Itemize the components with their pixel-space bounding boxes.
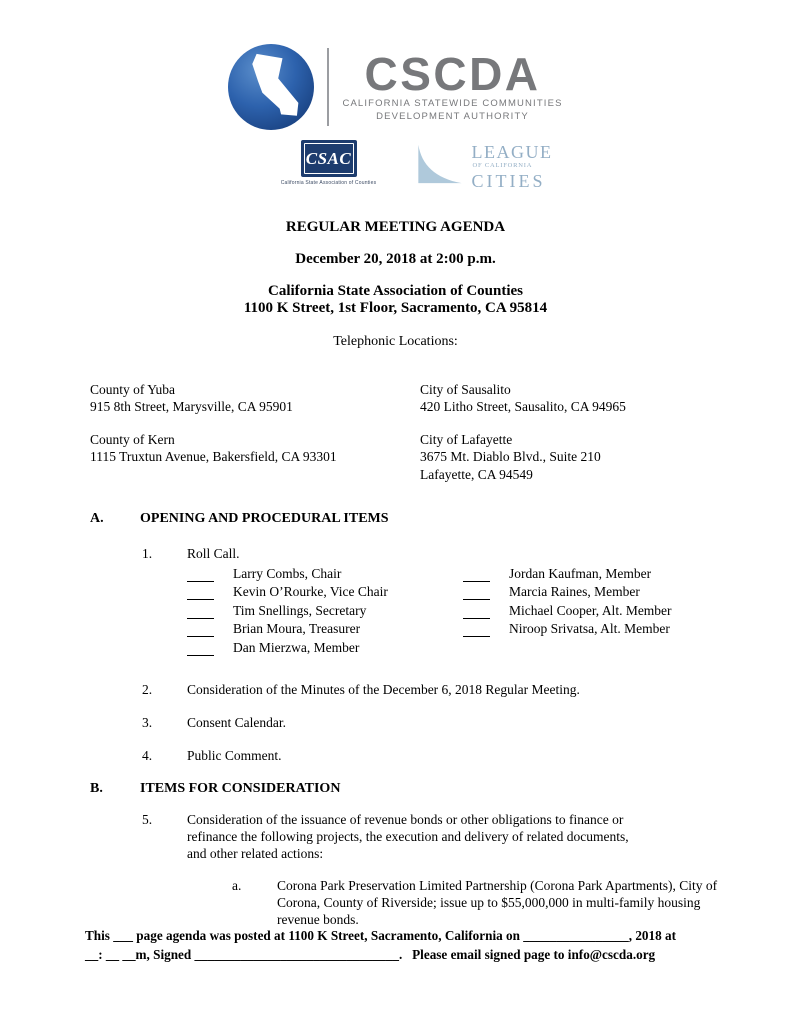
section-letter: A. [90, 511, 104, 526]
location-name: County of Kern [90, 431, 175, 447]
roll-call-row [463, 582, 672, 601]
csac-acronym: CSAC [305, 148, 352, 168]
roll-call-blank-line [187, 606, 214, 619]
location-address-line2: Lafayette, CA 94549 [420, 466, 533, 482]
affiliate-logos [30, 140, 791, 190]
item-text: Roll Call. [187, 546, 240, 561]
location-lafayette [420, 431, 710, 484]
roll-call-row [463, 619, 672, 638]
roll-call-name: Michael Cooper, Alt. Member [509, 602, 672, 618]
sub-item-letter: a. [232, 877, 242, 893]
league-word-cities: CITIES [471, 170, 546, 191]
csac-caption: California State Association of Counties [280, 180, 377, 186]
agenda-item-2 [142, 681, 791, 698]
item-number: 5. [142, 811, 153, 827]
section-title: OPENING AND PROCEDURAL ITEMS [140, 511, 389, 526]
california-globe-icon [228, 44, 314, 130]
location-name: City of Sausalito [420, 381, 511, 397]
roll-call-row [187, 563, 463, 582]
logo-divider [327, 48, 329, 126]
roll-call-list [187, 563, 791, 656]
venue-address: 1100 K Street, 1st Floor, Sacramento, CA 95814 [243, 300, 548, 316]
roll-call-blank-line [187, 587, 214, 600]
agenda-datetime: December 20, 2018 at 2:00 p.m. [295, 250, 496, 267]
roll-call-blank-line [463, 624, 490, 637]
roll-call-name: Brian Moura, Treasurer [233, 621, 361, 636]
agenda-item-5a [232, 877, 791, 928]
roll-call-row [463, 600, 672, 619]
roll-call-blank-line [187, 569, 214, 582]
item-text-line: refinance the following projects, the execution and delivery of related documents, [187, 828, 629, 844]
california-state-shape-icon [235, 51, 307, 123]
league-of-california-cities-logo [415, 140, 553, 190]
agenda-item-4 [142, 747, 791, 764]
telephonic-locations-grid [90, 381, 710, 484]
item-number: 3. [142, 714, 153, 730]
roll-call-name: Tim Snellings, Secretary [233, 602, 367, 618]
item-text: Public Comment. [187, 747, 282, 763]
footer-line-1: This ___ page agenda was posted at 1100 K Street, Sacramento, California on ________________, 2018 at [85, 928, 676, 943]
league-wordmark [472, 143, 553, 190]
section-letter: B. [90, 780, 103, 796]
location-address: 915 8th Street, Marysville, CA 95901 [90, 399, 293, 414]
league-swoosh-icon [415, 143, 465, 185]
venue-name: California State Association of Counties [268, 282, 523, 299]
agenda-item-3 [142, 714, 791, 731]
csac-logo [269, 140, 389, 186]
cscda-wordmark [342, 47, 563, 124]
title-block [0, 219, 791, 350]
roll-call-name: Jordan Kaufman, Member [509, 565, 652, 581]
venue-block [0, 283, 791, 318]
roll-call-column-left [187, 563, 463, 656]
section-b-heading [90, 781, 791, 797]
roll-call-column-right [463, 563, 672, 656]
roll-call-name: Dan Mierzwa, Member [233, 639, 360, 655]
roll-call-blank-line [187, 624, 214, 637]
agenda-item-5 [142, 811, 791, 862]
item-text-line: and other related actions: [187, 845, 324, 861]
footer-line-2: __: __ __m, Signed _______________________________. Please email signed page to info@cscda.org [85, 947, 656, 962]
cscda-acronym: CSCDA [364, 47, 541, 100]
roll-call-name: Larry Combs, Chair [233, 565, 342, 581]
roll-call-blank-line [463, 569, 490, 582]
roll-call-name: Niroop Srivatsa, Alt. Member [509, 621, 670, 636]
item-text: Consideration of the Minutes of the December 6, 2018 Regular Meeting. [187, 681, 580, 697]
agenda-item-1 [142, 545, 791, 562]
location-name: City of Lafayette [420, 431, 513, 447]
section-a-heading [90, 511, 791, 527]
roll-call-blank-line [187, 643, 214, 656]
sub-item-text-line: Corona Park Preservation Limited Partnership (Corona Park Apartments), City of [277, 877, 718, 893]
item-number: 4. [142, 747, 153, 763]
roll-call-name: Marcia Raines, Member [509, 584, 640, 599]
cscda-subtitle-line1: CALIFORNIA STATEWIDE COMMUNITIES [342, 97, 563, 109]
roll-call-row [187, 600, 463, 619]
location-name: County of Yuba [90, 381, 175, 397]
sub-item-text-line: revenue bonds. [277, 911, 359, 927]
location-address: 420 Litho Street, Sausalito, CA 94965 [420, 399, 626, 414]
telephonic-locations-label: Telephonic Locations: [333, 333, 458, 349]
league-word-league: LEAGUE [471, 142, 553, 162]
roll-call-row [463, 563, 672, 582]
item-text [187, 811, 629, 862]
sub-item-text [277, 877, 717, 928]
posting-certification-footer [85, 926, 725, 964]
item-text-line: Consideration of the issuance of revenue bonds or other obligations to finance or [187, 811, 624, 827]
roll-call-row [187, 619, 463, 638]
csac-logo-box [301, 140, 357, 177]
sub-item-text-line: Corona, County of Riverside; issue up to $55,000,000 in multi-family housing [277, 894, 701, 910]
roll-call-blank-line [463, 606, 490, 619]
league-word-of-california: OF CALIFORNIA [472, 162, 533, 169]
section-title: ITEMS FOR CONSIDERATION [140, 780, 341, 796]
cscda-subtitle-line2: DEVELOPMENT AUTHORITY [376, 111, 529, 122]
cscda-logo [0, 0, 791, 130]
location-kern [90, 431, 420, 484]
location-yuba [90, 381, 420, 416]
location-sausalito [420, 381, 710, 416]
item-text: Consent Calendar. [187, 714, 286, 730]
location-address: 1115 Truxtun Avenue, Bakersfield, CA 93301 [90, 449, 337, 464]
roll-call-name: Kevin O’Rourke, Vice Chair [233, 584, 388, 599]
roll-call-blank-line [463, 587, 490, 600]
agenda-heading: REGULAR MEETING AGENDA [285, 218, 506, 235]
item-number: 2. [142, 681, 153, 697]
location-address: 3675 Mt. Diablo Blvd., Suite 210 [420, 449, 601, 464]
item-number: 1. [142, 546, 153, 561]
roll-call-row [187, 637, 463, 656]
roll-call-row [187, 582, 463, 601]
